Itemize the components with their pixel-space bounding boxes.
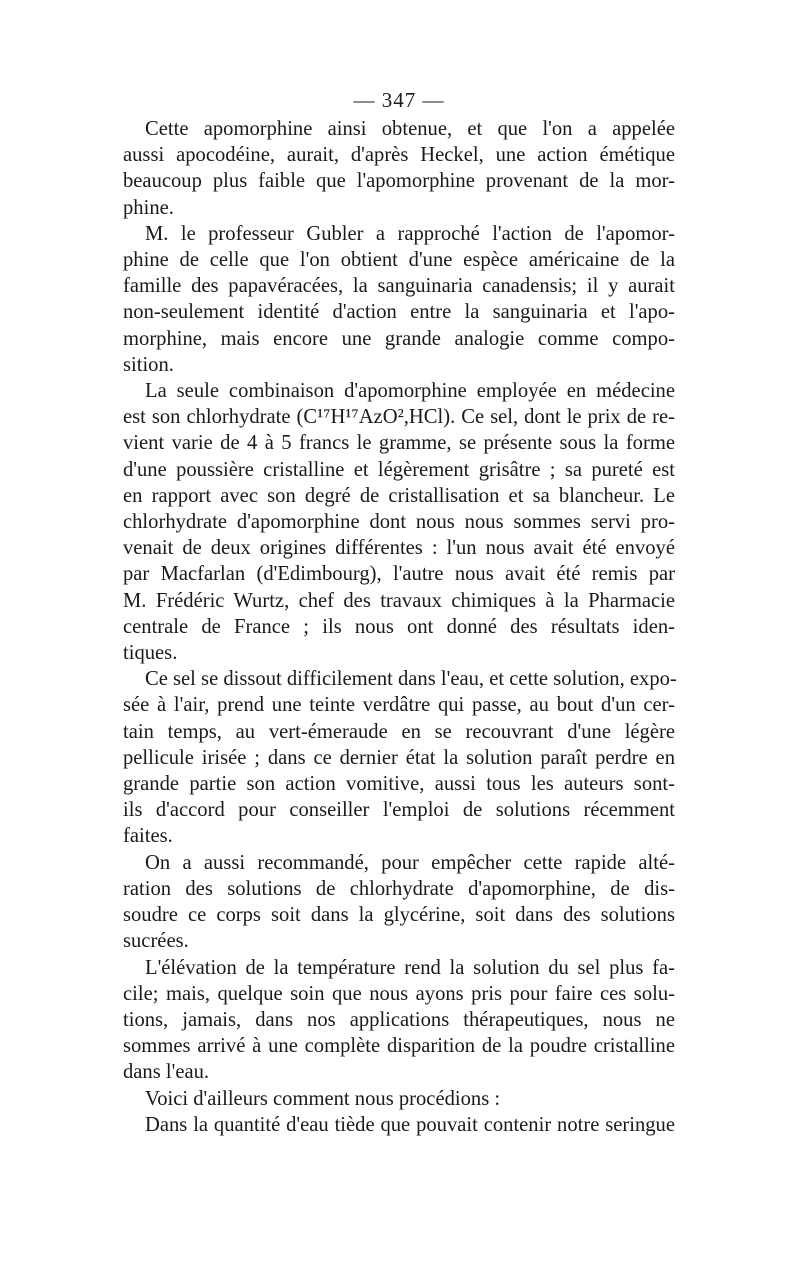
page-number: — 347 — <box>353 88 445 112</box>
text-line: M. le professeur Gubler a rapproché l'action de l'apomor- <box>145 222 675 245</box>
text-line: famille des papavéracées, la sanguinaria canadensis; il y aurait <box>123 275 675 298</box>
text-line: par Macfarlan (d'Edimbourg), l'autre nous avait été remis par <box>123 563 675 586</box>
text-line: tions, jamais, dans nos applications thérapeutiques, nous ne <box>123 1008 675 1031</box>
text-line: M. Frédéric Wurtz, chef des travaux chimiques à la Pharmacie <box>123 589 675 612</box>
text-line: phine. <box>123 196 174 219</box>
book-page <box>123 86 675 1138</box>
text-line: beaucoup plus faible que l'apomorphine provenant de la mor- <box>123 170 675 193</box>
text-line: L'élévation de la température rend la solution du sel plus fa- <box>145 956 675 979</box>
text-line: morphine, mais encore une grande analogie comme compo- <box>123 327 675 350</box>
paragraph-apocodeine <box>123 116 675 221</box>
text-line: soudre ce corps soit dans la glycérine, soit dans des solutions <box>123 904 675 927</box>
text-line: dans l'eau. <box>123 1061 210 1084</box>
paragraph-glycerine <box>123 850 675 955</box>
paragraph-procedure-intro <box>123 1086 675 1112</box>
text-line: en rapport avec son degré de cristallisation et sa blancheur. Le <box>123 484 675 507</box>
text-line: tiques. <box>123 642 178 665</box>
text-line: aussi apocodéine, aurait, d'après Heckel, une action émétique <box>123 144 675 167</box>
text-line: pellicule irisée ; dans ce dernier état la solution paraît perdre en <box>123 746 675 769</box>
paragraph-dissolution <box>123 666 675 849</box>
text-line: sommes arrivé à une complète disparition de la poudre cristalline <box>123 1035 675 1058</box>
text-line: On a aussi recommandé, pour empêcher cette rapide alté- <box>145 851 675 874</box>
text-line: ils d'accord pour conseiller l'emploi de solutions récemment <box>123 799 675 822</box>
text-line: Voici d'ailleurs comment nous procédions : <box>145 1087 501 1110</box>
paragraph-gubler <box>123 221 675 378</box>
text-line: grande partie son action vomitive, aussi tous les auteurs sont- <box>123 773 675 796</box>
text-line: sucrées. <box>123 930 189 953</box>
text-line: venait de deux origines différentes : l'un nous avait été envoyé <box>123 537 675 560</box>
text-line: cile; mais, quelque soin que nous ayons pris pour faire ces solu- <box>123 982 675 1005</box>
text-line: ration des solutions de chlorhydrate d'apomorphine, de dis- <box>123 877 675 900</box>
paragraph-chlorhydrate <box>123 378 675 666</box>
text-line: faites. <box>123 825 173 848</box>
text-line: d'une poussière cristalline et légèrement grisâtre ; sa pureté est <box>123 458 675 481</box>
text-line: est son chlorhydrate (C¹⁷H¹⁷AzO²,HCl). Ce sel, dont le prix de re- <box>123 406 675 429</box>
text-line: tain temps, au vert-émeraude en se recouvrant d'une légère <box>123 720 675 743</box>
text-line: chlorhydrate d'apomorphine dont nous nous sommes servi pro- <box>123 511 675 534</box>
text-line: vient varie de 4 à 5 francs le gramme, se présente sous la forme <box>123 432 675 455</box>
text-line: centrale de France ; ils nous ont donné des résultats iden- <box>123 615 675 638</box>
paragraph-temperature <box>123 955 675 1086</box>
text-line: Ce sel se dissout difficilement dans l'eau, et cette solution, expo- <box>145 668 677 691</box>
text-line: Dans la quantité d'eau tiède que pouvait contenir notre seringue <box>145 1113 675 1136</box>
text-line: sée à l'air, prend une teinte verdâtre qui passe, au bout d'un cer- <box>123 694 675 717</box>
text-line: sition. <box>123 353 174 376</box>
text-line: phine de celle que l'on obtient d'une espèce américaine de la <box>123 249 675 272</box>
text-line: non-seulement identité d'action entre la sanguinaria et l'apo- <box>123 301 675 324</box>
paragraph-syringe <box>123 1112 675 1138</box>
text-line: La seule combinaison d'apomorphine employée en médecine <box>145 380 675 403</box>
text-line: Cette apomorphine ainsi obtenue, et que l'on a appelée <box>145 118 675 140</box>
